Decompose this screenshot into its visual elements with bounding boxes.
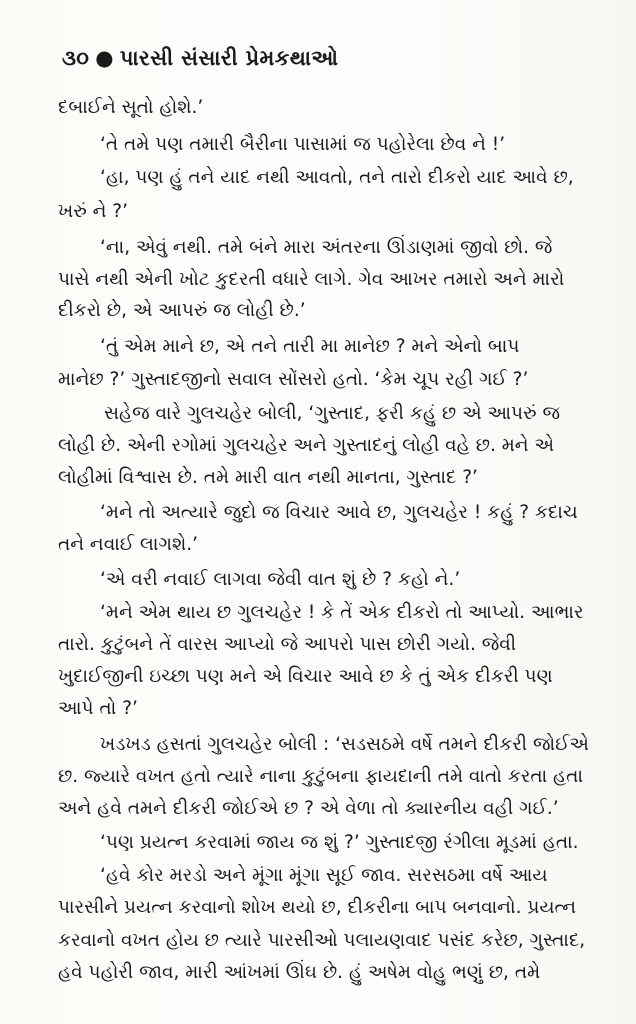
- text-line: સહેજ વારે ગુલચહેર બોલી, ‘ગુસ્તાદ, ફરી કહું છ એ આપરું જ: [104, 403, 560, 424]
- running-header: [62, 46, 338, 71]
- text-line: ‘તું એમ માને છ, એ તને તારી મા માનેછ ? મને એનો બાપ: [100, 336, 520, 357]
- text-line: ‘હા, પણ હું તને યાદ નથી આવતો, તને તારો દીકરો યાદ આવે છ,: [100, 167, 574, 188]
- text-line: પાસે નથી એની ખોટ કુદરતી વધારે લાગે. ગેવ આખર તમારો અને મારો: [58, 269, 565, 290]
- text-line: ખુદાઈજીની ઇચ્છા પણ મને એ વિચાર આવે છ કે તું એક દીકરી પણ: [58, 666, 553, 687]
- text-line: લોહી છે. એની રગોમાં ગુલચહેર અને ગુસ્તાદનું લોહી વહે છ. મને એ: [58, 435, 554, 456]
- page-number: ૩૦: [62, 46, 90, 70]
- text-line: તને નવાઈ લાગશે.’: [58, 534, 198, 555]
- text-line: કરવાનો વખત હોય છ ત્યારે પારસીઓ પલાયણવાદ પસંદ કરેછ, ગુસ્તાદ,: [58, 930, 586, 951]
- text-line: ‘મને એમ થાય છ ગુલચહેર ! કે તેં એક દીકરો તો આપ્યો. આભાર: [100, 602, 584, 623]
- text-line: ખરું ને ?’: [58, 201, 129, 222]
- text-line: ‘તે તમે પણ તમારી બૈરીના પાસામાં જ પહોરેલા છેવ ને !’: [100, 134, 506, 155]
- text-line: દબાઈને સૂતો હોશે.’: [58, 97, 204, 118]
- text-line: ‘પણ પ્રયત્ન કરવામાં જાય જ શું ?’ ગુસ્તાદજી રંગીલા મૂડમાં હતા.: [100, 832, 579, 853]
- text-line: ‘મને તો અત્યારે જુદો જ વિચાર આવે છ, ગુલચહેર ! કહું ? કદાચ: [100, 502, 578, 523]
- text-line: માનેછ ?’ ગુસ્તાદજીનો સવાલ સોંસરો હતો. ‘કેમ ચૂપ રહી ગઈ ?’: [58, 369, 529, 390]
- text-line: પારસીને પ્રયત્ન કરવાનો શોખ થયો છ, દીકરીના બાપ બનવાનો. પ્રયત્ન: [58, 897, 577, 918]
- text-line: ‘એ વરી નવાઈ લાગવા જેવી વાત શું છે ? કહો ને.’: [100, 569, 461, 590]
- text-line: તારો. કુટુંબને તેં વારસ આપ્યો જે આપરો પાસ છોરી ગયો. જેવી: [58, 634, 517, 655]
- text-line: અને હવે તમને દીકરી જોઈએ છ ? એ વેળા તો ક્યારનીય વહી ગઈ.’: [58, 798, 559, 819]
- text-line: ‘ના, એવું નથી. તમે બંને મારા અંતરના ઊંડાણમાં જીવો છો. જે: [100, 237, 553, 258]
- text-line: આપે તો ?’: [58, 698, 138, 719]
- text-line: દીકરો છે, એ આપરું જ લોહી છે.’: [58, 300, 306, 321]
- text-line: છ. જ્યારે વખત હતો ત્યારે નાના કુટુંબના ફાયદાની તમે વાતો કરતા હતા: [58, 766, 583, 787]
- text-line: ખડખડ હસતાં ગુલચહેર બોલી : ‘સડસઠમે વર્ષે તમને દીકરી જોઈએ: [100, 734, 589, 755]
- text-line: ‘હવે કોર મરડો અને મૂંગા મૂંગા સૂઈ જાવ. સરસઠમા વર્ષે આય: [100, 865, 548, 886]
- book-title: પારસી સંસારી પ્રેમકથાઓ: [119, 46, 339, 70]
- text-line: હવે પહોરી જાવ, મારી આંખમાં ઊંઘ છે. હું અષેમ વોહુ ભણું છ, તમે: [58, 962, 541, 983]
- text-line: લોહીમાં વિશ્વાસ છે. તમે મારી વાત નથી માનતા, ગુસ્તાદ ?’: [58, 467, 478, 488]
- header-bullet: ●: [95, 46, 114, 70]
